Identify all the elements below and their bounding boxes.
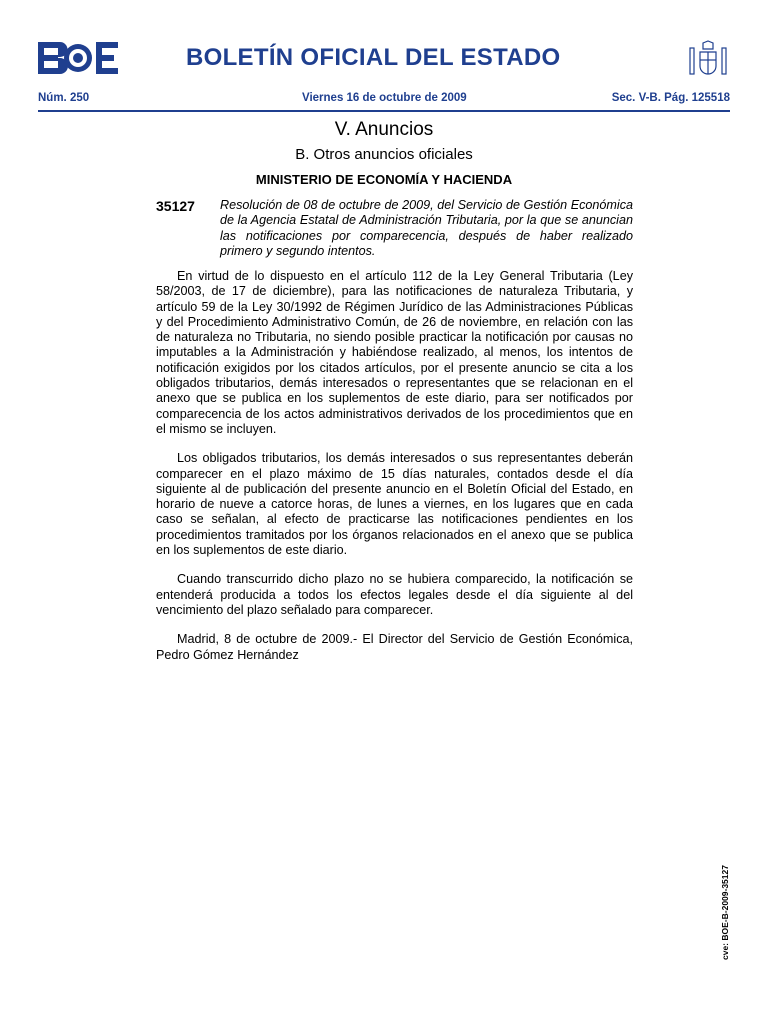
entry-title: Resolución de 08 de octubre de 2009, del Servicio de Gestión Económica de la Agencia Estatal de Administración Tributaria, por la que se anuncian las notificaciones por comparecencia, después de haber realizado primero y segundo intentos. xyxy=(220,198,633,258)
page-header xyxy=(38,40,730,88)
section-page: Sec. V-B. Pág. 125518 xyxy=(611,92,730,104)
boe-logo xyxy=(38,42,118,74)
coat-of-arms-icon xyxy=(686,40,730,78)
body-paragraph: Los obligados tributarios, los demás interesados o sus representantes deberán comparecer en el plazo máximo de 15 días naturales, contados desde el día siguiente al de publicación del presente anuncio en el Boletín Oficial del Estado, en horario de nueve a catorce horas, de lunes a viernes, en los lugares que en cada caso se señalan, al efecto de practicarse las notificaciones pendientes en los procedimientos tramitados por los órganos relacionados en el anexo que se publica en los suplementos de este diario. xyxy=(156,451,633,558)
document-body xyxy=(156,269,633,677)
masthead-title: BOLETÍN OFICIAL DEL ESTADO xyxy=(186,44,561,71)
body-paragraph: Cuando transcurrido dicho plazo no se hubiera comparecido, la notificación se entenderá producida a todos los efectos legales desde el día siguiente al del vencimiento del plazo señalado para comparecer. xyxy=(156,572,633,617)
header-rule xyxy=(38,110,730,112)
signature-paragraph: Madrid, 8 de octubre de 2009.- El Director del Servicio de Gestión Económica, Pedro Gómez Hernández xyxy=(156,632,633,662)
ministry-heading: MINISTERIO DE ECONOMÍA Y HACIENDA xyxy=(255,172,513,187)
subsection-heading: B. Otros anuncios oficiales xyxy=(295,146,473,163)
issue-date: Viernes 16 de octubre de 2009 xyxy=(302,92,467,104)
body-paragraph: En virtud de lo dispuesto en el artículo 112 de la Ley General Tributaria (Ley 58/2003, de 17 de diciembre), para las notificaciones de naturaleza Tributaria, y artículo 59 de la Ley 30/1992 de Régimen Jurídico de las Administraciones Públicas y del Procedimiento Administrativo Común, de 26 de noviembre, en relación con las de naturaleza no Tributaria, no siendo posible practicar la notificación por causas no imputables a la Administración y habiéndose realizado, al menos, los intentos de notificación exigidos por los citados artículos, por el presente anuncio se cita a los obligados tributarios, demás interesados o representantes que se relacionan en el anexo que se publica en los suplementos de este diario, para ser notificados por comparecencia de los actos administrativos derivados de los procedimientos que en el mismo se incluyen. xyxy=(156,269,633,436)
issue-meta xyxy=(38,92,730,108)
issue-number: Núm. 250 xyxy=(38,92,90,104)
cve-code: cve: BOE-B-2009-35127 xyxy=(720,865,730,960)
section-heading: V. Anuncios xyxy=(334,119,434,140)
entry-number: 35127 xyxy=(156,198,195,214)
